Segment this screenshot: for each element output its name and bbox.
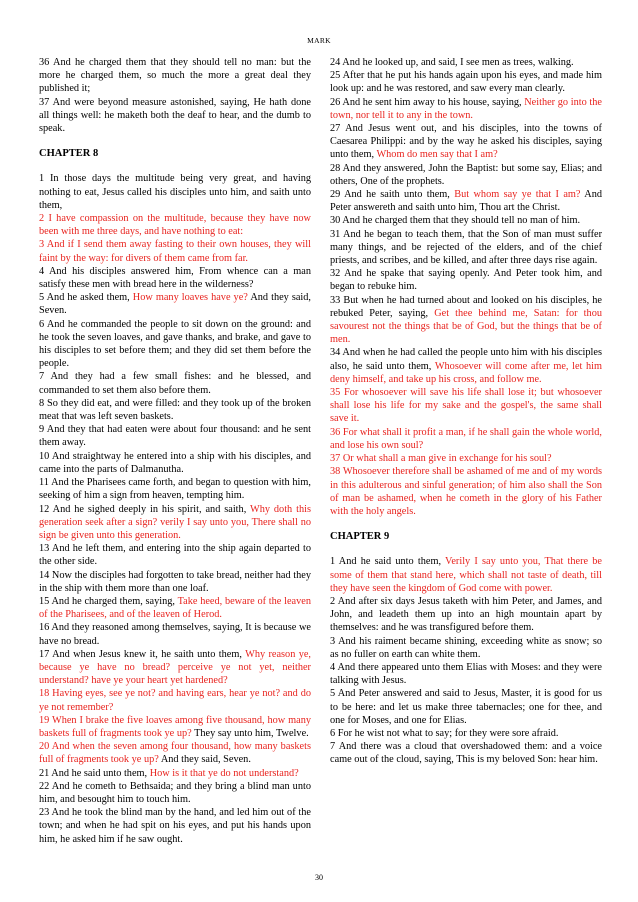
verse-text: 29 And he saith unto them, [330,189,455,201]
verse-text: 11 And the Pharisees came forth, and began to question with him, seeking of him a sign from heaven, tempting him. [39,477,311,502]
verse-words-of-jesus: 35 For whosoever will save his life shall lose it; but whosoever shall lose his life for my sake and the gospel's, the same shall save it. [330,387,602,425]
verse-text: 14 Now the disciples had forgotten to take bread, neither had they in the ship with them more than one loaf. [39,569,311,594]
verse-words-of-jesus: Get thee behind me, Satan: for thou savourest not the things that be of God, but the things that be of men. [330,307,602,346]
verse-text: 10 And straightway he entered into a ship with his disciples, and came into the parts of Dalmanutha. [39,450,311,475]
verse [39,648,311,688]
page-number: 30 [315,873,323,882]
verse [330,426,602,452]
verse [39,450,311,476]
verse [39,621,311,647]
verse-text: 1 And he said unto them, [330,556,446,568]
verse [39,503,311,543]
verse-text: 21 And he said unto them, [39,767,150,779]
verse [330,452,602,465]
verse [330,635,602,661]
verse [330,386,602,426]
verse [330,740,602,766]
verse [39,687,311,713]
verse-text: 4 And his disciples answered him, From whence can a man satisfy these men with bread here in the wilderness? [39,265,311,291]
verse-text: They say unto him, Twelve. [191,727,309,739]
verse-text: 26 And he sent him away to his house, saying, [330,96,525,108]
verse-text: 13 And he left them, and entering into the ship again departed to the other side. [39,543,311,568]
verse [330,214,602,227]
verse [330,555,602,595]
verse [39,806,311,846]
verse [39,238,311,264]
verse [330,56,602,69]
verse [330,595,602,635]
verse [330,162,602,188]
verse-text: 3 And his raiment became shining, exceeding white as snow; so as no fuller on earth can white them. [330,635,602,660]
verse [39,569,311,595]
verse [39,56,311,96]
verse-text: And Peter answereth and saith unto him, Thou art the Christ. [330,189,603,214]
verse-words-of-jesus: But whom say ye that I am? [454,189,581,201]
chapter-heading: CHAPTER 8 [39,148,99,160]
verse [330,687,602,727]
verse-text: 23 And he took the blind man by the hand, and led him out of the town; and when he had spit on his eyes, and put his hands upon him, he asked him if he saw ought. [39,807,311,845]
verse [39,96,311,136]
verse-words-of-jesus: Whom do men say that I am? [376,149,498,161]
verse-words-of-jesus: How many loaves have ye? [132,292,248,304]
verse [39,767,311,780]
verse-text: 25 After that he put his hands again upon his eyes, and made him look up: and he was restored, and saw every man clearly. [330,70,602,95]
verse [330,661,602,687]
verse [330,122,602,162]
left-column [39,56,311,846]
verse-text: 37 And were beyond measure astonished, saying, He hath done all things well: he maketh both the deaf to hear, and the dumb to speak. [39,96,311,135]
verse-text: 24 And he looked up, and said, I see men as trees, walking. [330,57,574,68]
verse [330,96,602,122]
verse-text: 2 And after six days Jesus taketh with him Peter, and James, and John, and leadeth them up into an high mountain apart by themselves: and he was transfigured before them. [330,595,602,634]
verse-text: 22 And he cometh to Bethsaida; and they bring a blind man unto him, and besought him to touch him. [39,780,311,805]
verse-text: 7 And they had a few small fishes: and he blessed, and commanded to set them also before them. [39,371,311,396]
right-column [330,56,602,767]
verse-text: 6 For he wist not what to say; for they were sore afraid. [330,727,559,739]
verse-words-of-jesus: 3 And if I send them away fasting to their own houses, they will faint by the way: for divers of them came from far. [39,239,311,264]
verse-words-of-jesus: 37 Or what shall a man give in exchange for his soul? [330,453,552,465]
verse-text: 7 And there was a cloud that overshadowed them: and a voice came out of the cloud, saying, This is my beloved Son: hear him. [330,741,602,766]
verse-text: 1 In those days the multitude being very great, and having nothing to eat, Jesus called his disciples unto him, and saith unto them, [39,173,311,211]
verse [330,267,602,293]
verse-text: 4 And there appeared unto them Elias with Moses: and they were talking with Jesus. [330,661,602,687]
verse [39,291,311,317]
verse-words-of-jesus: 38 Whosoever therefore shall be ashamed of me and of my words in this adulterous and sinful generation; of him also shall the Son of man be ashamed, when he cometh in the glory of his Father with the holy angels. [330,466,602,517]
verse-text: And they said, Seven. [158,754,251,766]
verse-text: 5 And Peter answered and said to Jesus, Master, it is good for us to be here: and let us make three tabernacles; one for thee, and one for Moses, and one for Elias. [330,688,602,726]
verse [39,542,311,568]
verse [330,727,602,740]
verse-words-of-jesus: 20 And when the seven among four thousand, how many baskets full of fragments took ye up? [39,741,311,766]
running-header: MARK [307,36,331,45]
verse [330,69,602,95]
verse-words-of-jesus: 2 I have compassion on the multitude, because they have now been with me three days, and have nothing to eat: [39,213,311,238]
verse-words-of-jesus: 18 Having eyes, see ye not? and having ears, hear ye not? and do ye not remember? [39,688,311,713]
verse [39,172,311,212]
verse-text: 16 And they reasoned among themselves, saying, It is because we have no bread. [39,622,311,647]
verse-words-of-jesus: Verily I say unto you, That there be some of them that stand here, which shall not taste of death, till they have seen the kingdom of God come with power. [330,556,602,594]
verse-text: 6 And he commanded the people to sit down on the ground: and he took the seven loaves, and gave thanks, and brake, and gave to his disciples to set before them; and they did set them before the people. [39,318,311,370]
verse [39,370,311,396]
verse-words-of-jesus: How is it that ye do not understand? [149,767,299,779]
verse-text: 30 And he charged them that they should tell no man of him. [330,215,581,227]
verse [330,294,602,347]
verse-text: 32 And he spake that saying openly. And Peter took him, and began to rebuke him. [330,268,602,293]
verse-words-of-jesus: Why reason ye, because ye have no bread? perceive ye not yet, neither understand? have ye your heart yet hardened? [39,648,311,687]
verse-text: 8 So they did eat, and were filled: and they took up of the broken meat that was left seven baskets. [39,397,311,423]
verse [39,423,311,449]
verse [39,212,311,238]
verse [39,714,311,740]
verse-text: 15 And he charged them, saying, [39,595,178,607]
verse-words-of-jesus: Whosoever will come after me, let him deny himself, and take up his cross, and follow me. [330,360,602,385]
verse-text: 27 And Jesus went out, and his disciples, into the towns of Caesarea Philippi: and by the way he asked his disciples, saying unto them, [330,123,602,161]
verse [39,595,311,621]
verse [330,228,602,268]
verse [330,346,602,386]
verse-text: 5 And he asked them, [39,292,133,304]
verse-words-of-jesus: Neither go into the town, nor tell it to any in the town. [330,96,602,121]
verse-words-of-jesus: 36 For what shall it profit a man, if he shall gain the whole world, and lose his own soul? [330,426,602,451]
verse-words-of-jesus: Take heed, beware of the leaven of the Pharisees, and of the leaven of Herod. [39,595,311,621]
verse-text: 28 And they answered, John the Baptist: but some say, Elias; and others, One of the prophets. [330,162,602,187]
verse [39,780,311,806]
verse-text: 12 And he sighed deeply in his spirit, and saith, [39,503,250,515]
verse [39,476,311,502]
verse [330,188,602,214]
verse-text: 33 But when he had turned about and looked on his disciples, he rebuked Peter, saying, [330,294,602,319]
verse-words-of-jesus: 19 When I brake the five loaves among five thousand, how many baskets full of fragments took ye up? [39,714,311,739]
verse-text: 17 And when Jesus knew it, he saith unto them, [39,648,246,660]
verse-text: 9 And they that had eaten were about four thousand: and he sent them away. [39,424,311,449]
verse [39,265,311,291]
verse [39,740,311,766]
verse [330,465,602,518]
verse [39,318,311,371]
chapter-heading: CHAPTER 9 [330,531,390,543]
verse [39,397,311,423]
verse-text: And they said, Seven. [39,292,312,317]
verse-words-of-jesus: Why doth this generation seek after a sign? verily I say unto you, There shall no sign be given unto this generation. [39,503,311,541]
verse-text: 31 And he began to teach them, that the Son of man must suffer many things, and be rejected of the elders, and of the chief priests, and scribes, and be killed, and after three days rise again. [330,228,602,267]
verse-text: 36 And he charged them that they should tell no man: but the more he charged them, so much the more a great deal they published it; [39,57,311,95]
verse-text: 34 And when he had called the people unto him with his disciples also, he said unto them, [330,347,602,372]
